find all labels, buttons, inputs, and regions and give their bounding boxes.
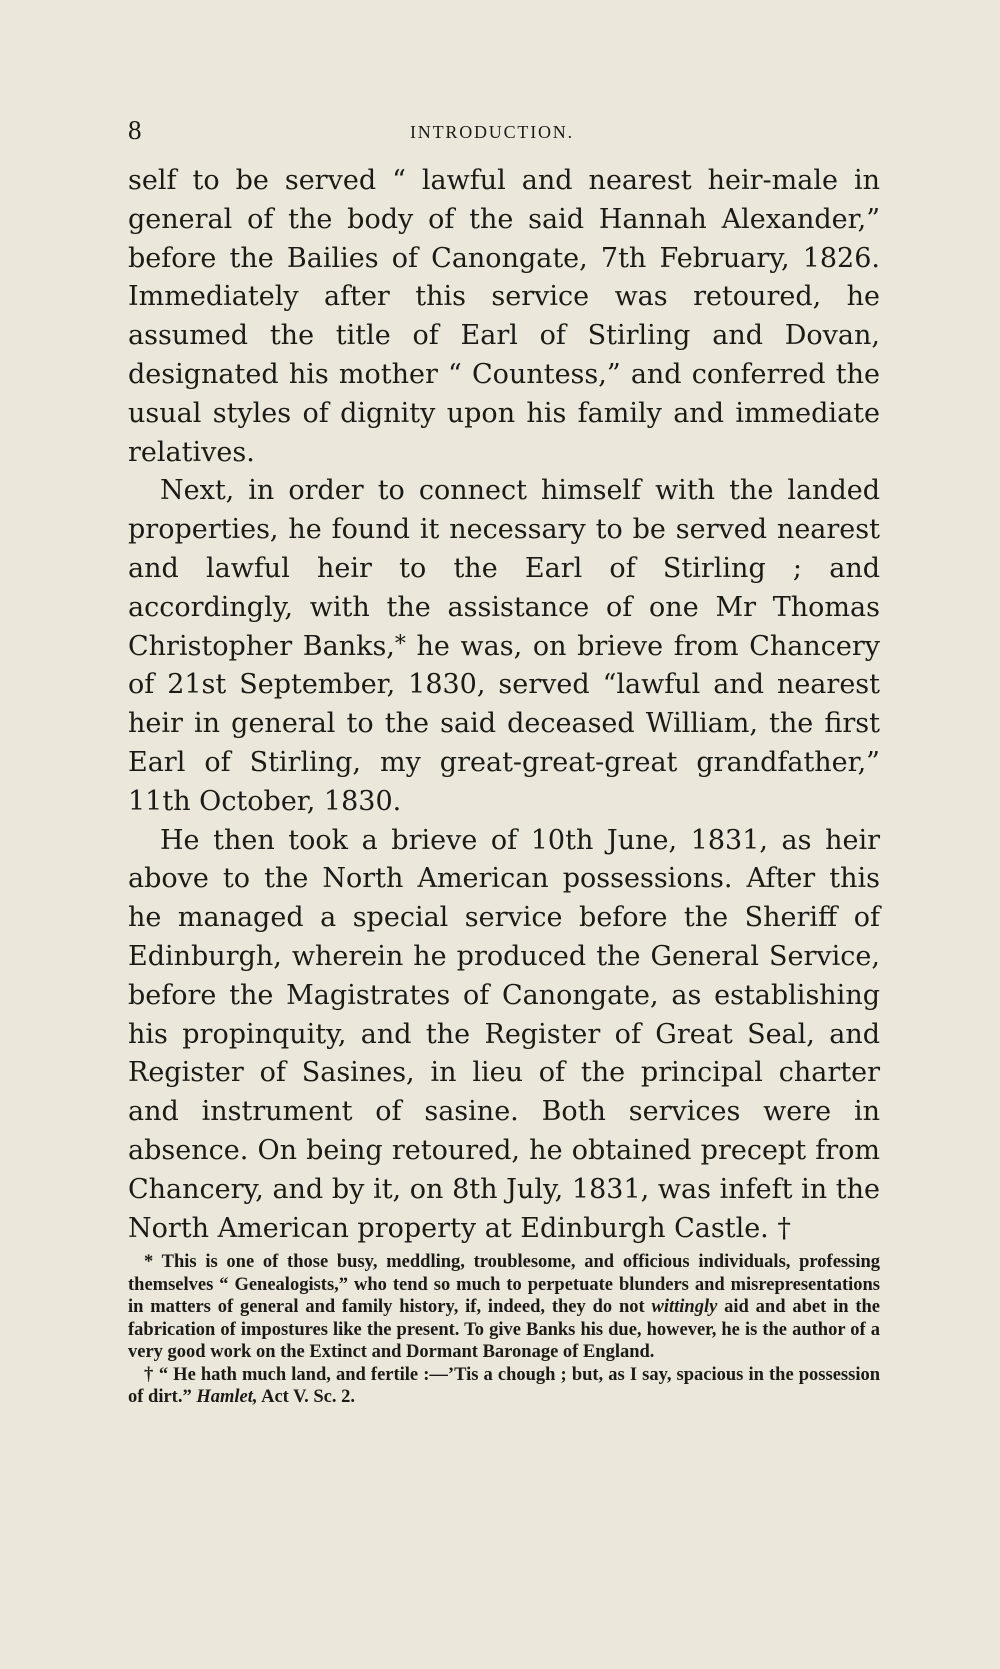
footnote-1 bbox=[128, 1251, 880, 1364]
footnote-1-text-b: aid and abet in the fabrication of impostures like the present. To give Banks his due, however, he is the author of a very good work on the Extinct and Dormant Baronage of England. bbox=[128, 1297, 880, 1362]
main-text bbox=[128, 162, 880, 1248]
paragraph-2-text-b: he was, on brieve from Chancery of 21st September, 1830, served “lawful and nearest heir in general to the said deceased William, the first Earl of Stirling, my great-great-great grandfather,” 11th October, 1830. bbox=[128, 630, 880, 817]
footnote-1-text-a: * This is one of those busy, meddling, troublesome, and officious individuals, professing themselves “ Genealogists,” who tend so much to perpetuate blunders and misrepresentations in matters of general and family history, if, indeed, they do not bbox=[128, 1252, 880, 1317]
footnote-reference-2: † bbox=[777, 1212, 791, 1244]
footnote-reference-1: * bbox=[394, 631, 406, 657]
paragraph-2-text-a: Next, in order to connect himself with the landed properties, he found it necessary to be served nearest and lawful heir to the Earl of Stirling ; and accordingly, with the assistance of one Mr Thomas Christopher Banks, bbox=[128, 475, 880, 662]
footnote-2-italic: Hamlet, bbox=[196, 1387, 258, 1407]
footnote-2-text-b: Act V. Sc. 2. bbox=[257, 1387, 355, 1407]
running-title: INTRODUCTION. bbox=[410, 122, 574, 142]
paragraph-3 bbox=[128, 822, 880, 1249]
running-head bbox=[126, 112, 886, 148]
footnote-2 bbox=[128, 1364, 880, 1409]
page-number: 8 bbox=[128, 115, 142, 145]
footnotes bbox=[128, 1251, 880, 1409]
footnote-1-italic: wittingly bbox=[651, 1297, 718, 1317]
footnote-2-text-a: † “ He hath much land, and fertile :—’Tis a chough ; but, as I say, spacious in the possession of dirt.” bbox=[128, 1364, 880, 1407]
paragraph-3-text: He then took a brieve of 10th June, 1831, as heir above to the North American possessions. After this he managed a special service before the Sheriff of Edinburgh, wherein he produced the General Service, before the Magistrates of Canongate, as establishing his propinquity, and the Register of Great Seal, and Register of Sasines, in lieu of the principal charter and instrument of sasine. Both services were in absence. On being retoured, he obtained precept from Chancery, and by it, on 8th July, 1831, was infeft in the North American property at Edinburgh Castle. bbox=[128, 824, 880, 1244]
paragraph-2 bbox=[128, 472, 880, 821]
paragraph-1: self to be served “ lawful and nearest heir-male in general of the body of the said Hannah Alexander,” before the Bailies of Canongate, 7th February, 1826. Immediately after this service was retoured, he assumed the title of Earl of Stirling and Dovan, designated his mother “ Countess,” and conferred the usual styles of dignity upon his family and immediate relatives. bbox=[128, 165, 880, 468]
